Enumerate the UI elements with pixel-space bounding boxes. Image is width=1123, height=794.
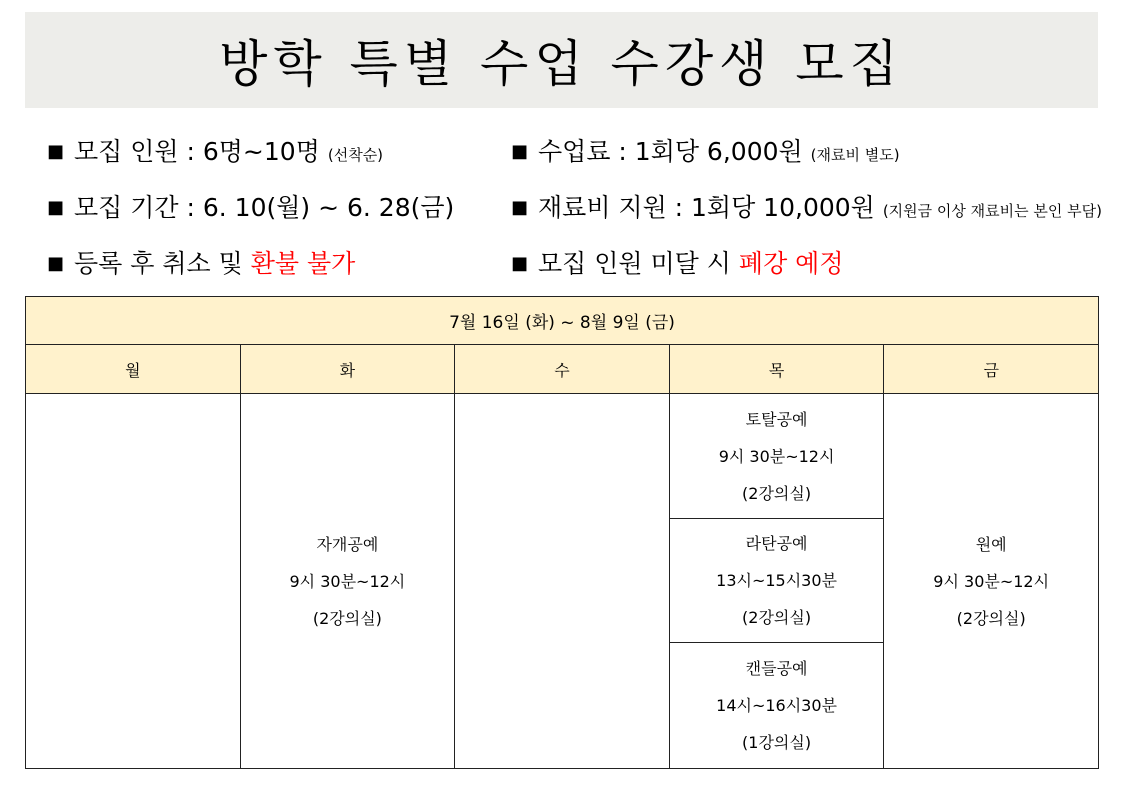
day-header-mon: 월 (26, 345, 241, 394)
info-recruit-count (47, 132, 383, 168)
fri-class (884, 394, 1099, 769)
class-name: 자개공예 (316, 534, 379, 554)
class-room: (1강의실) (742, 733, 812, 752)
class-room: (2강의실) (312, 608, 382, 628)
thu-class-2 (669, 519, 884, 643)
day-header-wed: 수 (455, 345, 670, 394)
black-square-icon: ■ (511, 253, 529, 274)
recruit-count-note: (선착순) (327, 146, 384, 164)
info-fee (511, 132, 900, 168)
class-time: 9시 30분~12시 (289, 571, 406, 591)
info-period (47, 188, 454, 224)
title-banner (25, 12, 1098, 108)
fee-note: (재료비 별도) (810, 146, 900, 164)
class-room: (2강의실) (742, 608, 812, 627)
black-square-icon: ■ (47, 197, 65, 218)
black-square-icon: ■ (511, 141, 529, 162)
day-header-thu: 목 (669, 345, 884, 394)
day-header-tue: 화 (240, 345, 455, 394)
class-name: 원예 (975, 534, 1007, 554)
class-time: 9시 30분~12시 (718, 446, 835, 466)
fee-label: 수업료 : 1회당 6,000원 (538, 137, 803, 166)
class-room: (2강의실) (742, 483, 812, 503)
refund-label: 등록 후 취소 및 (74, 249, 243, 278)
info-cancel (511, 244, 843, 280)
schedule-period: 7월 16일 (화) ~ 8월 9일 (금) (26, 297, 1099, 345)
recruit-count-label: 모집 인원 : 6명~10명 (74, 137, 320, 166)
black-square-icon: ■ (47, 253, 65, 274)
info-support (511, 188, 1102, 224)
class-name: 캔들공예 (745, 659, 808, 678)
black-square-icon: ■ (47, 141, 65, 162)
class-time: 13시~15시30분 (716, 571, 837, 590)
refund-warning: 환불 불가 (250, 249, 356, 278)
period-label: 모집 기간 : 6. 10(월) ~ 6. 28(금) (74, 193, 455, 222)
support-label: 재료비 지원 : 1회당 10,000원 (538, 193, 875, 222)
class-name: 라탄공예 (745, 534, 808, 553)
mon-cell (26, 394, 241, 769)
thu-class-1 (669, 394, 884, 519)
info-refund (47, 244, 355, 280)
tue-class (240, 394, 455, 769)
cancel-label: 모집 인원 미달 시 (538, 249, 731, 278)
schedule-table (25, 296, 1099, 769)
class-name: 토탈공예 (745, 409, 808, 429)
cancel-warning: 폐강 예정 (738, 249, 844, 278)
support-note: (지원금 이상 재료비는 본인 부담) (882, 202, 1102, 220)
thu-class-3 (669, 643, 884, 769)
day-header-fri: 금 (884, 345, 1099, 394)
class-time: 14시~16시30분 (716, 696, 837, 715)
page-title: 방학 특별 수업 수강생 모집 (219, 35, 904, 93)
black-square-icon: ■ (511, 197, 529, 218)
class-time: 9시 30분~12시 (933, 571, 1050, 591)
wed-cell (455, 394, 670, 769)
class-room: (2강의실) (956, 608, 1026, 628)
